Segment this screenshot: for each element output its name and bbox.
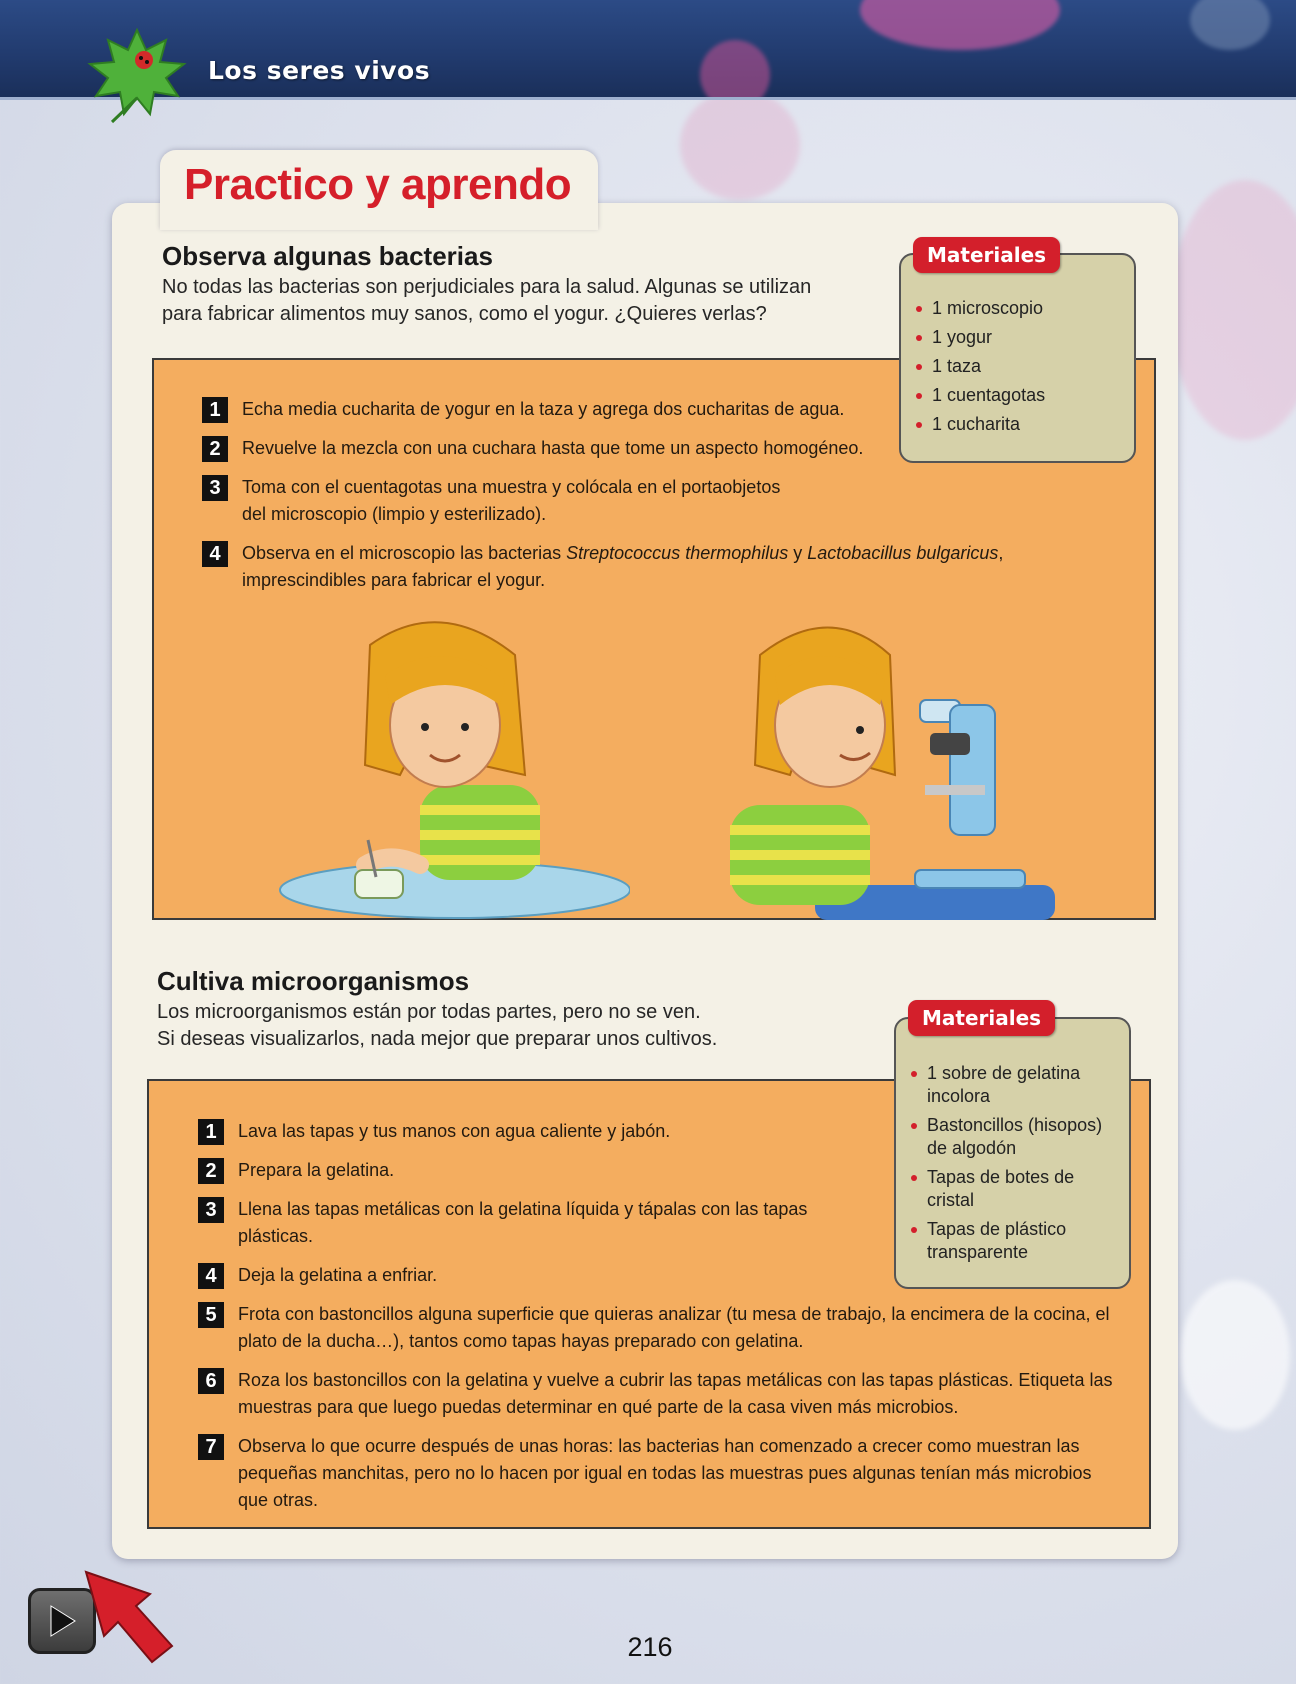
step-number: 3 <box>202 475 228 501</box>
material-text: 1 yogur <box>932 327 993 347</box>
step-number: 5 <box>198 1302 224 1328</box>
step-item <box>202 540 1122 594</box>
step-item <box>198 1433 1118 1514</box>
material-item <box>916 297 1121 320</box>
step-number: 7 <box>198 1434 224 1460</box>
step-text: Llena las tapas metálicas con la gelatina líquida y tápalas con las tapas plásticas. <box>238 1199 808 1246</box>
material-text: 1 microscopio <box>932 298 1044 318</box>
bullet-icon <box>916 422 922 428</box>
material-item <box>911 1166 1121 1212</box>
activity2-title: Cultiva microorganismos <box>157 966 470 996</box>
intro-line: Los microorganismos están por todas partes, pero no se ven. <box>157 1001 701 1023</box>
material-text: Tapas de plástico transparente <box>927 1219 1067 1262</box>
materials-list <box>911 1062 1121 1270</box>
page-number: 216 <box>627 1632 673 1662</box>
activity1-intro <box>162 274 882 328</box>
intro-line: Si deseas visualizarlos, nada mejor que preparar unos cultivos. <box>157 1028 718 1050</box>
play-icon <box>45 1603 79 1639</box>
girl-with-yogurt-illustration <box>270 615 630 920</box>
step-number: 2 <box>202 436 228 462</box>
step-text: Deja la gelatina a enfriar. <box>238 1265 438 1285</box>
bullet-icon <box>916 364 922 370</box>
step-number: 2 <box>198 1158 224 1184</box>
step-number: 1 <box>202 397 228 423</box>
material-item <box>916 413 1121 436</box>
material-text: Tapas de botes de cristal <box>927 1167 1075 1210</box>
step-item <box>198 1196 838 1250</box>
step-item <box>198 1262 858 1289</box>
step-text-part: , imprescindibles para fabricar el yogur. <box>242 543 1004 590</box>
step-text: Roza los bastoncillos con la gelatina y vuelve a cubrir las tapas metálicas con las tapas plásticas. Etiqueta las muestras para que luego puedas determinar en qué parte de la casa viven más microbios. <box>238 1370 1113 1417</box>
step-number: 4 <box>202 541 228 567</box>
step-text-part: Observa en el microscopio las bacterias <box>242 543 567 563</box>
step-text: Revuelve la mezcla con una cuchara hasta que tome un aspecto homogéneo. <box>242 438 864 458</box>
material-item <box>916 384 1121 407</box>
intro-line: No todas las bacterias son perjudiciales para la salud. Algunas se utilizan <box>162 276 812 298</box>
step-text: Lava las tapas y tus manos con agua caliente y jabón. <box>238 1121 671 1141</box>
material-item <box>911 1114 1121 1160</box>
girl-with-microscope-illustration <box>720 615 1080 920</box>
step-item <box>198 1301 1118 1355</box>
section-title: Los seres vivos <box>208 56 431 85</box>
banner-decoration <box>860 0 1060 50</box>
materials-label: Materiales <box>908 1000 1055 1036</box>
step-text: Observa lo que ocurre después de unas horas: las bacterias han comenzado a crecer como muestran las pequeñas manchitas, pero no lo hacen por igual en todas las muestras pues algunas tenían más microbios que otras. <box>238 1436 1092 1510</box>
step-text: Frota con bastoncillos alguna superficie que quieras analizar (tu mesa de trabajo, la encimera de la cocina, el plato de la ducha…), tantos como tapas hayas preparado con gelatina. <box>238 1304 1110 1351</box>
banner-decoration <box>1190 0 1270 50</box>
material-item <box>911 1062 1121 1108</box>
bullet-icon <box>916 393 922 399</box>
arrow-logo-icon <box>80 1566 176 1668</box>
step-number: 4 <box>198 1263 224 1289</box>
bullet-icon <box>911 1175 917 1181</box>
step-text: Prepara la gelatina. <box>238 1160 395 1180</box>
material-item <box>916 326 1121 349</box>
material-text: 1 cucharita <box>932 414 1021 434</box>
step-number: 1 <box>198 1119 224 1145</box>
species-name: Lactobacillus bulgaricus <box>807 543 999 563</box>
material-text: 1 cuentagotas <box>932 385 1046 405</box>
background-decoration <box>1170 180 1296 440</box>
bullet-icon <box>911 1123 917 1129</box>
intro-line: para fabricar alimentos muy sanos, como el yogur. ¿Quieres verlas? <box>162 303 767 325</box>
activity1-title: Observa algunas bacterias <box>162 241 493 271</box>
step-text <box>242 540 1122 594</box>
background-decoration <box>1180 1280 1290 1430</box>
step-text-part: y <box>788 543 808 563</box>
step-item <box>198 1157 858 1184</box>
materials-list <box>916 297 1121 442</box>
bullet-icon <box>916 306 922 312</box>
step-number: 6 <box>198 1368 224 1394</box>
material-text: 1 sobre de gelatina incolora <box>927 1063 1081 1106</box>
activity2-intro <box>157 999 877 1053</box>
bullet-icon <box>911 1071 917 1077</box>
material-text: Bastoncillos (hisopos) de algodón <box>927 1115 1103 1158</box>
step-number: 3 <box>198 1197 224 1223</box>
step-text: Toma con el cuentagotas una muestra y colócala en el portaobjetos del microscopio (limpio y esterilizado). <box>242 477 781 524</box>
bullet-icon <box>916 335 922 341</box>
bullet-icon <box>911 1227 917 1233</box>
leaf-ladybug-icon <box>82 22 192 127</box>
step-item <box>198 1367 1118 1421</box>
material-text: 1 taza <box>932 356 982 376</box>
step-item <box>202 474 802 528</box>
background-decoration <box>680 90 800 200</box>
materials-label: Materiales <box>913 237 1060 273</box>
banner-decoration <box>700 40 770 100</box>
page-title: Practico y aprendo <box>184 160 572 209</box>
step-item <box>198 1118 858 1145</box>
material-item <box>916 355 1121 378</box>
species-name: Streptococcus thermophilus <box>566 543 789 563</box>
top-banner <box>0 0 1296 100</box>
step-text: Echa media cucharita de yogur en la taza y agrega dos cucharitas de agua. <box>242 399 845 419</box>
material-item <box>911 1218 1121 1264</box>
